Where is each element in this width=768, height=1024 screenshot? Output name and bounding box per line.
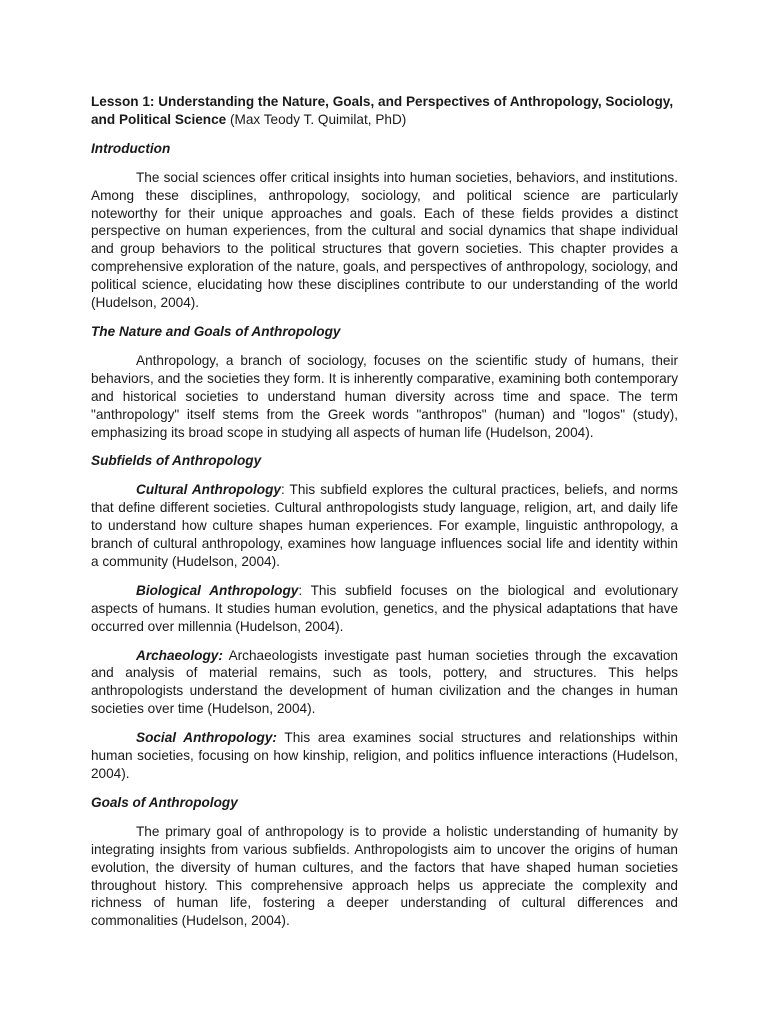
goals-heading: Goals of Anthropology [91, 794, 238, 810]
lesson-title [91, 93, 678, 129]
introduction-heading: Introduction [91, 140, 171, 156]
cultural-anthropology-term: Cultural Anthropology [136, 482, 281, 498]
cultural-anthropology-paragraph [91, 481, 678, 571]
lesson-title-text: Lesson 1: Understanding the Nature, Goals, and Perspectives of Anthropology, Sociology, and Political Science [91, 94, 674, 127]
social-anthropology-text: This area examines social structures and relationships within human societies, focusing on how kinship, religion, and politics influence interactions (Hudelson, 2004). [91, 730, 678, 781]
biological-anthropology-term: Biological Anthropology [136, 582, 299, 598]
nature-goals-paragraph: Anthropology, a branch of sociology, focuses on the scientific study of humans, their behaviors, and the societies they form. It is inherently comparative, examining both contemporary and historical societies to understand human diversity across time and space. The term "anthropology" itself stems from the Greek words "anthropos" (human) and "logos" (study), emphasizing its broad scope in studying all aspects of human life (Hudelson, 2004). [91, 352, 678, 440]
introduction-paragraph: The social sciences offer critical insights into human societies, behaviors, and institutions. Among these disciplines, anthropology, sociology, and political science are particularly noteworthy for their unique approaches and goals. Each of these fields provides a distinct perspective on human experiences, from the cultural and social dynamics that shape individual and group behaviors to the political structures that govern societies. This chapter provides a comprehensive exploration of the nature, goals, and perspectives of anthropology, sociology, and political science, elucidating how these disciplines contribute to our understanding of the world (Hudelson, 2004). [91, 169, 678, 311]
biological-anthropology-paragraph [91, 582, 678, 636]
cultural-anthropology-text: : This subfield explores the cultural practices, beliefs, and norms that define different societies. Cultural anthropologists study language, religion, art, and daily life to understand how culture shapes human experiences. For example, linguistic anthropology, a branch of cultural anthropology, examines how language influences social life and identity within a community (Hudelson, 2004). [91, 482, 678, 569]
subfields-heading: Subfields of Anthropology [91, 453, 262, 469]
archaeology-paragraph [91, 647, 678, 719]
goals-paragraph: The primary goal of anthropology is to provide a holistic understanding of humanity by integrating insights from various subfields. Anthropologists aim to uncover the origins of human evolution, the diversity of human cultures, and the factors that have shaped human societies throughout history. This comprehensive approach helps us appreciate the complexity and richness of human life, fostering a deeper understanding of cultural differences and commonalities (Hudelson, 2004). [91, 823, 678, 929]
social-anthropology-paragraph [91, 729, 678, 783]
nature-goals-heading: The Nature and Goals of Anthropology [91, 323, 341, 339]
archaeology-term: Archaeology: [136, 647, 223, 663]
biological-anthropology-text: : This subfield focuses on the biological and evolutionary aspects of humans. It studies human evolution, genetics, and the physical adaptations that have occurred over millennia (Hudelson, 2004). [91, 582, 678, 634]
archaeology-text: Archaeologists investigate past human societies through the excavation and analysis of material remains, such as tools, pottery, and structures. This helps anthropologists understand the development of human civilization and the changes in human societies over time (Hudelson, 2004). [91, 647, 678, 717]
lesson-author: (Max Teody T. Quimilat, PhD) [226, 111, 407, 127]
social-anthropology-term: Social Anthropology: [136, 730, 277, 746]
